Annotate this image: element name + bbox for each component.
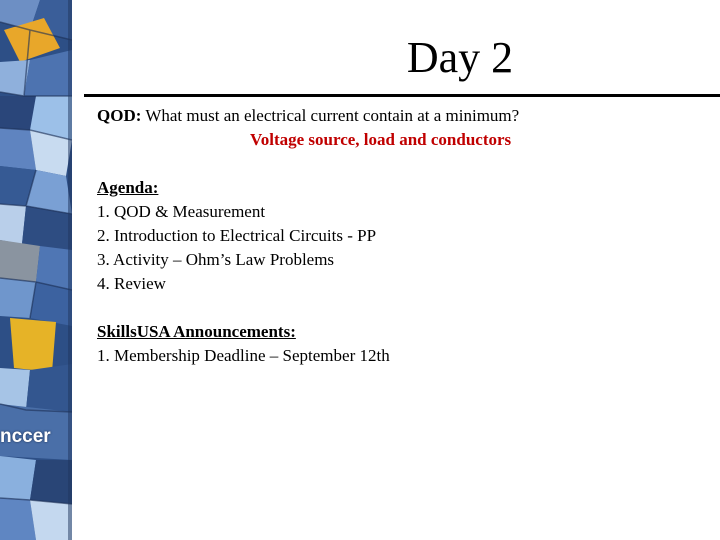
announcement-item: 1. Membership Deadline – September 12th xyxy=(97,346,390,365)
title-divider xyxy=(84,94,720,97)
qod-question: What must an electrical current contain at a minimum? xyxy=(145,106,520,125)
qod-question-line xyxy=(97,104,707,128)
slide-title: Day 2 xyxy=(406,33,514,82)
agenda-item: 1. QOD & Measurement xyxy=(97,202,266,221)
mosaic-sidebar xyxy=(0,0,72,540)
slide-body xyxy=(97,104,707,368)
agenda-item: 2. Introduction to Electrical Circuits - PP xyxy=(97,226,377,245)
agenda-item: 3. Activity – Ohm’s Law Problems xyxy=(97,250,335,269)
agenda-heading: Agenda: xyxy=(97,178,159,197)
nccer-logo-text: nccer xyxy=(0,426,51,447)
qod-label: QOD: xyxy=(97,106,142,125)
mosaic-art xyxy=(0,0,72,540)
qod-answer: Voltage source, load and conductors xyxy=(250,130,512,149)
announcements-heading: SkillsUSA Announcements: xyxy=(97,322,296,341)
agenda-item: 4. Review xyxy=(97,274,166,293)
